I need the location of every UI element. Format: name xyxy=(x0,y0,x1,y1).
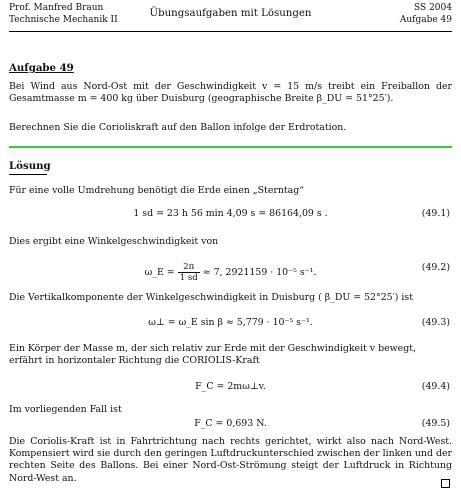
exercise-statement: Bei Wind aus Nord-Ost mit der Geschwindigkeit v = 15 m/s treibt ein Freiballon der Gesamtmasse m = 400 kg über Duisburg (geographische Breite β_DU = 51°25′). xyxy=(9,81,452,105)
header-right xyxy=(400,2,452,26)
fraction-numerator: 2π xyxy=(178,262,200,273)
page-header xyxy=(9,2,452,36)
document-page xyxy=(9,0,452,503)
equation-5-number: (49.5) xyxy=(421,418,450,429)
solution-title-underline xyxy=(9,174,47,175)
exercise-question: Berechnen Sie die Corioliskraft auf den Ballon infolge der Erdrotation. xyxy=(9,122,347,133)
equation-4-math: F_C = 2mω⊥v. xyxy=(195,381,266,392)
equation-49-5 xyxy=(9,418,452,434)
semester: SS 2004 xyxy=(414,3,452,13)
author: Prof. Manfred Braun xyxy=(9,3,104,13)
equation-2-number: (49.2) xyxy=(421,262,450,273)
equation-2-math xyxy=(9,262,452,283)
section-divider xyxy=(9,146,452,148)
header-title: Übungsaufgaben mit Lösungen xyxy=(149,8,312,19)
solution-paragraph-6: Die Coriolis-Kraft ist in Fahrtrichtung nach rechts gerichtet, wirkt also nach Nord-West. Kompensiert wird sie durch den geringen Luftdruckunterschied zwischen der linken und der rechten Seite des Ballons. Bei einer Nord-Ost-Strömung steigt der Luftdruck in Richtung Nord-West an. xyxy=(9,436,452,484)
solution-title: Lösung xyxy=(9,160,51,172)
equation-1-math: 1 sd = 23 h 56 min 4,09 s = 86164,09 s . xyxy=(133,208,328,219)
equation-4-number: (49.4) xyxy=(421,381,450,392)
equation-49-1 xyxy=(9,208,452,224)
qed-box-icon xyxy=(441,479,450,488)
equation-3-number: (49.3) xyxy=(421,317,450,328)
header-rule xyxy=(9,31,452,32)
fraction-denominator: 1 sd xyxy=(179,273,198,283)
course: Technische Mechanik II xyxy=(9,15,118,25)
equation-49-3 xyxy=(9,317,452,333)
solution-paragraph-2: Dies ergibt eine Winkelgeschwindigkeit von xyxy=(9,236,219,247)
equation-1-number: (49.1) xyxy=(421,208,450,219)
solution-paragraph-4: Ein Körper der Masse m, der sich relativ zur Erde mit der Geschwindigkeit v bewegt, erfährt in horizontaler Richtung die CORIOLIS-Kraft xyxy=(9,343,416,367)
solution-paragraph-5: Im vorliegenden Fall ist xyxy=(9,404,122,415)
equation-2-rhs: ≈ 7, 2921159 · 10⁻⁵ s⁻¹. xyxy=(202,267,317,278)
exercise-title xyxy=(9,62,74,75)
solution-paragraph-1: Für eine volle Umdrehung benötigt die Erde einen „Sterntag“ xyxy=(9,185,305,196)
exercise-number: Aufgabe 49 xyxy=(399,15,452,25)
equation-5-math: F_C = 0,693 N. xyxy=(194,418,267,429)
equation-2-fraction xyxy=(178,262,200,283)
equation-49-2 xyxy=(9,262,452,283)
solution-paragraph-3: Die Vertikalkomponente der Winkelgeschwindigkeit in Duisburg ( β_DU = 52°25′) ist xyxy=(9,292,413,303)
exercise-title-text: Aufgabe 49 xyxy=(9,62,74,74)
equation-3-math: ω⊥ = ω_E sin β ≈ 5,779 · 10⁻⁵ s⁻¹. xyxy=(148,317,313,328)
equation-49-4 xyxy=(9,381,452,397)
equation-2-lhs: ω_E = xyxy=(144,267,175,278)
